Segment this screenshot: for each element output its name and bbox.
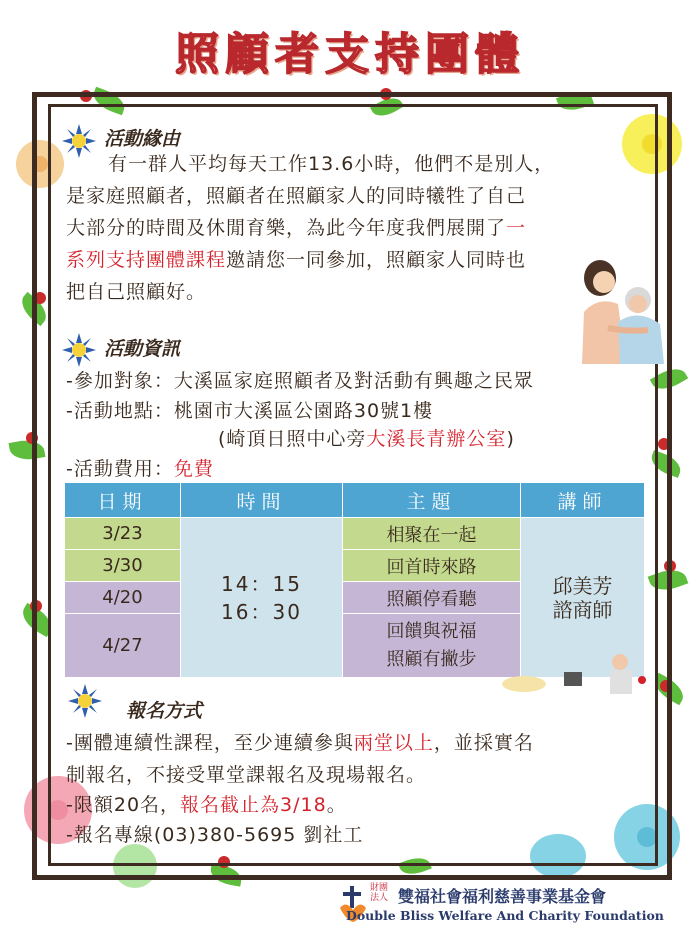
topic-cell [343,614,521,678]
footer-legal-type [370,883,388,903]
reason-line: 有一群人平均每天工作13.6小時，他們不是別人， [108,153,555,175]
time-end: 16：30 [221,599,302,624]
section-heading-signup: 報名方式 [126,700,203,722]
column-header-topic: 主題 [343,483,521,518]
reason-highlight: 一 [506,217,527,239]
footer-org-name-en: Double Bliss Welfare And Charity Foundation [346,908,664,923]
sun-icon [62,333,96,367]
info-fee [66,454,214,481]
date-cell: 3/23 [65,518,181,550]
table-row [65,518,645,550]
location-note-text: (崎頂日照中心旁 [218,428,367,450]
signup-text: 。 [326,794,347,816]
signup-text: -限額20名， [66,794,181,816]
topic-cell: 照顧停看聽 [343,582,521,614]
sun-icon [68,684,102,718]
reason-line: 是家庭照顧者，照顧者在照顧家人的同時犧牲了自己 [66,185,527,207]
section-heading-reason: 活動緣由 [104,128,181,150]
footer-small-line: 財團 [370,883,389,893]
topic-cell: 回首時來路 [343,550,521,582]
footer-org-name: 雙福社會福利慈善事業基金會 [398,887,607,906]
location-note-text: ) [506,428,515,450]
topic-cell: 相聚在一起 [343,518,521,550]
signup-line [66,790,347,817]
signup-line: 制報名，不接受單堂課報名及現場報名。 [66,764,427,786]
page-title: 照顧者支持團體 [175,29,525,80]
caregiver-illustration [578,252,670,364]
section-heading-info: 活動資訊 [104,338,181,360]
column-header-time: 時間 [181,483,343,518]
reason-text: 邀請您一同參加，照顧家人同時也 [226,249,527,271]
signup-highlight: 報名截止為3/18 [180,794,327,816]
time-cell [181,518,343,678]
info-location-note [218,424,515,451]
topic-line: 回饋與祝福 [386,620,477,642]
fee-value: 免費 [173,458,214,480]
signup-line: -報名專線(03)380-5695 劉社工 [66,824,364,846]
reason-line [66,244,646,276]
fee-label: -活動費用： [66,458,174,480]
footer-small-line: 法人 [370,893,389,903]
date-cell: 4/20 [65,582,181,614]
signup-line [66,728,534,755]
table-header-row [65,483,645,518]
column-header-date: 日期 [65,483,181,518]
lecturer-name: 邱美芳 [552,573,613,598]
signup-text: ，並採實名 [433,732,534,754]
reason-text: 大部分的時間及休閒育樂，為此今年度我們展開了 [66,217,507,239]
info-location: -活動地點：桃園市大溪區公園路30號1樓 [66,400,434,422]
cooking-illustration [500,650,650,696]
reason-highlight: 系列支持團體課程 [66,249,227,271]
topic-line: 照顧有撇步 [386,648,477,670]
column-header-lecturer: 講師 [521,483,645,518]
reason-paragraph [66,148,646,308]
location-note-highlight: 大溪長青辦公室 [366,428,507,450]
date-cell: 3/30 [65,550,181,582]
date-cell: 4/27 [65,614,181,678]
time-start: 14：15 [221,571,302,596]
schedule-table [64,482,645,678]
reason-line [66,212,646,244]
signup-highlight: 兩堂以上 [353,732,434,754]
lecturer-title: 諮商師 [552,597,613,622]
reason-line: 把自己照顧好。 [66,281,207,303]
signup-text: -團體連續性課程，至少連續參與 [66,732,354,754]
info-target: -參加對象：大溪區家庭照顧者及對活動有興趣之民眾 [66,370,534,392]
